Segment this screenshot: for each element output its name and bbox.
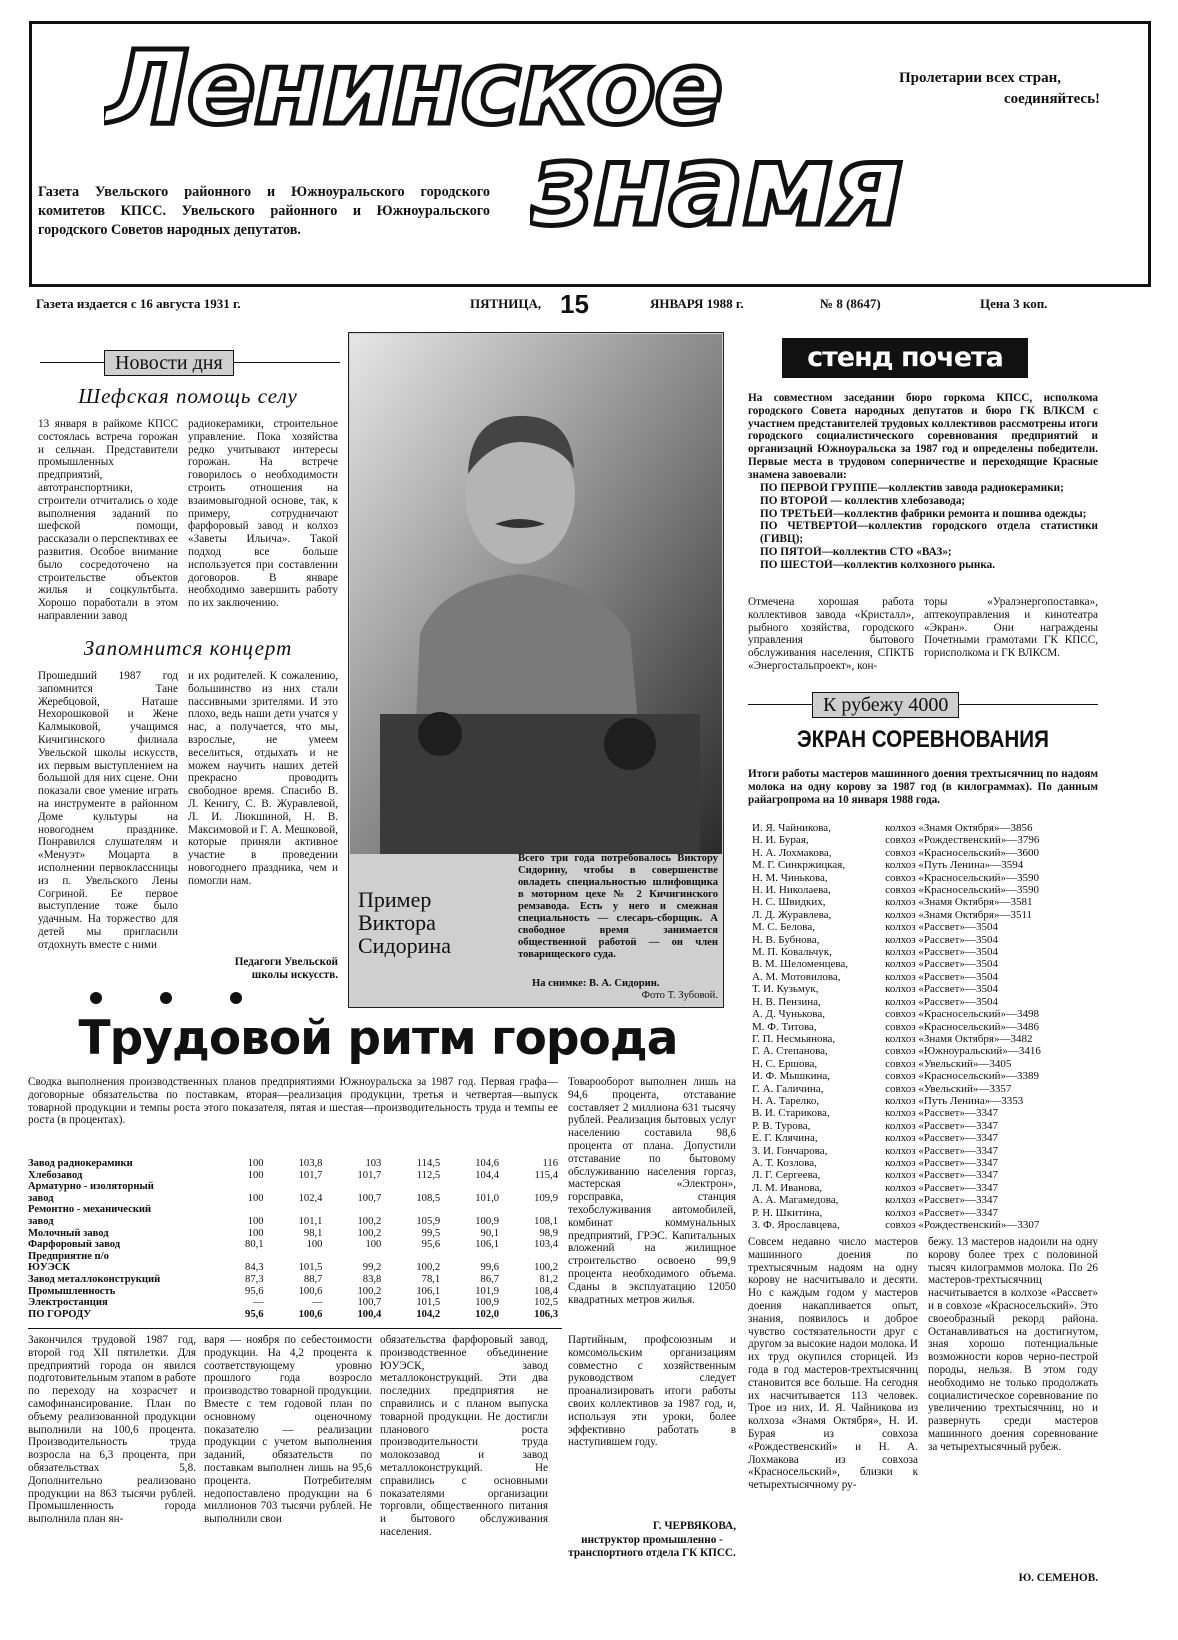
- rhythm-table-name: ЮУЭСК: [28, 1262, 71, 1274]
- rhythm-table-cell: 100,2: [357, 1227, 382, 1239]
- rhythm-table-cell: 81,2: [539, 1273, 558, 1285]
- rhythm-table-cell: 100,7: [357, 1192, 382, 1204]
- rubezh-row-farm: колхоз «Рассвет»—3347: [885, 1156, 998, 1169]
- rhythm-table-cell: 114,5: [416, 1158, 441, 1169]
- rhythm-table-cell: 104,6: [475, 1158, 500, 1169]
- rhythm-table-cell: 84,3: [245, 1262, 264, 1274]
- rhythm-table-row: [28, 1158, 564, 1170]
- rubezh-row-name: Н. И. Николаева,: [752, 884, 831, 897]
- rhythm-intro: Сводка выполнения производственных планов предприятиями Южноуральска за 1987 год. Первая графа—договорные обязательства по поставкам, вторая—реализация продукции, третья и четвертая—выпуск товарной продукции и темпы роста этого показателя, пятая и шестая—производительность труда и темпы ее роста (в процентах).: [28, 1076, 558, 1127]
- rhythm-table-cell: 101,7: [298, 1169, 323, 1181]
- rhythm-side: Товарооборот выполнен лишь на 94,6 процента, отставание составляет 2 миллиона 631 тысячу рублей. Реализация бытовых услуг населению составила 98,6 процента от плана. Допустили отставание по бытовому обслуживанию населения горгаз, мастерская «Электрон», горсправка, станция техобслуживания автомобилей, комбинат коммунальных предприятий, ГРЭС. Капитальных вложений на жилищное строительство освоено 99,9 процента необходимого объема. Сданы в эксплуатацию 12050 квадратных метров жилья.: [568, 1076, 736, 1306]
- rhythm-table-cell: —: [253, 1297, 264, 1309]
- rhythm-table-name: завод: [28, 1215, 54, 1227]
- rubezh-row-farm: колхоз «Рассвет»—3504: [885, 933, 998, 946]
- rubezh-row-farm: совхоз «Красносельский»—3498: [885, 1008, 1039, 1021]
- rubezh-row-name: М. Ф. Титова,: [752, 1020, 817, 1033]
- rhythm-table-cell: 100: [247, 1192, 264, 1204]
- rubezh-row: [752, 1219, 1098, 1231]
- rhythm-table-cell: [505, 1251, 564, 1263]
- rhythm-table-row: [28, 1309, 564, 1321]
- rhythm-table-cell: 115,4: [534, 1169, 558, 1181]
- rhythm-table-cell: 116: [542, 1158, 558, 1169]
- rubezh-row-farm: колхоз «Знамя Октября»—3511: [885, 908, 1033, 921]
- rubezh-row-name: А. М. Мотовилова,: [752, 970, 841, 983]
- rhythm-table-cell: [270, 1181, 329, 1193]
- rhythm-table-cell: [446, 1204, 505, 1216]
- rhythm-table-cell: [446, 1251, 505, 1263]
- rubezh-row-name: Р. Н. Шкитина,: [752, 1206, 823, 1219]
- article1-title: Шефская помощь селу: [78, 384, 298, 408]
- rubezh-row-farm: колхоз «Рассвет»—3504: [885, 970, 998, 983]
- dateline-issue: № 8 (8647): [820, 296, 881, 311]
- rhythm-table-cell: 103,8: [298, 1158, 323, 1169]
- rubezh-row-name: Т. И. Кузьмук,: [752, 983, 819, 996]
- rhythm-table-cell: [387, 1204, 446, 1216]
- rhythm-table-cell: [328, 1204, 387, 1216]
- rubezh-row-farm: совхоз «Увельский»—3405: [885, 1057, 1012, 1070]
- rhythm-table-row: [28, 1181, 564, 1193]
- rubezh-row: [752, 1207, 1098, 1219]
- rhythm-table: [28, 1158, 564, 1320]
- rubezh-row-name: Е. Г. Клячина,: [752, 1132, 818, 1145]
- rhythm-table-row: [28, 1170, 564, 1182]
- rubezh-row-name: А. А. Магамедова,: [752, 1194, 839, 1207]
- rhythm-table-cell: 104,4: [475, 1169, 500, 1181]
- rubezh-row-farm: колхоз «Знамя Октября»—3581: [885, 896, 1033, 909]
- rhythm-table-cell: 103: [365, 1158, 382, 1169]
- rubezh-row-farm: совхоз «Красносельский»—3389: [885, 1070, 1039, 1083]
- dateline-price: Цена 3 коп.: [980, 296, 1048, 311]
- rhythm-title: Трудовой ритм города: [78, 1011, 678, 1066]
- article1-col1: 13 января в райкоме КПСС состоялась встреча горожан и сельчан. Представители промышленных предприятий, автотранспортники, строители отчитались о ходе выполнения заданий по шефской помощи, рассказали о перспективах ее развития. Особое внимание было сосредоточено на строительстве объектов жилья и соцкультбыта. Хорошо поработали в этом направлении завод: [38, 418, 178, 622]
- rhythm-table-cell: 100,9: [475, 1215, 500, 1227]
- rubezh-row-name: А. Д. Чунькова,: [752, 1008, 825, 1021]
- rhythm-table-cell: 101,9: [475, 1285, 500, 1297]
- rhythm-table-row: [28, 1251, 564, 1263]
- rhythm-table-cell: 99,5: [421, 1227, 441, 1239]
- rhythm-table-cell: 108,1: [534, 1215, 558, 1227]
- rhythm-table-rule: [28, 1328, 562, 1329]
- rhythm-table-cell: 106,3: [534, 1308, 558, 1320]
- rubezh-row: [752, 1107, 1098, 1119]
- rubezh-row-farm: колхоз «Рассвет»—3347: [885, 1169, 998, 1182]
- rhythm-table-cell: 100: [365, 1239, 382, 1251]
- dateline-since: Газета издается с 16 августа 1931 г.: [36, 296, 241, 311]
- rubezh-row: [752, 1008, 1098, 1020]
- rhythm-table-cell: 95,6: [245, 1308, 264, 1320]
- rubezh-row: [752, 822, 1098, 834]
- rubezh-row-farm: совхоз «Рождественский»—3307: [885, 1219, 1040, 1231]
- rubezh-row-farm: колхоз «Знамя Октября»—3856: [885, 822, 1033, 834]
- rhythm-table-cell: 99,6: [480, 1262, 500, 1274]
- rhythm-table-cell: [211, 1181, 270, 1193]
- dateline-month-year: ЯНВАРЯ 1988 г.: [650, 296, 744, 311]
- rhythm-table-row: [28, 1297, 564, 1309]
- rubezh-row: [752, 958, 1098, 970]
- rhythm-table-cell: [270, 1251, 329, 1263]
- rubezh-row-name: Н. И. Бурая,: [752, 834, 809, 847]
- rhythm-table-cell: 100,2: [534, 1262, 558, 1274]
- honor-winner-3: ПО ТРЕТЬЕЙ—коллектив фабрики ремонта и пошива одежды;: [760, 507, 1087, 520]
- rubezh-outro-col2: бежу. 13 мастеров надоили на одну корову более трех с половиной тысяч килограммов молока. По 26 мастеров-трехтысячниц насчитывается в колхозе «Рассвет» и в совхозе «Красносельский». Это своеобразный рекорд района. Останавливаться на достигнутом, зная хорошо потенциальные возможности коров черно-пестрой породы, нельзя. В этом году необходимо не только продолжать социалистическое соревнование по увеличению трехтысячниц, но и развернуть среди мастеров машинного доения соревнование за четырехтысячный рубеж.: [928, 1236, 1098, 1453]
- rhythm-table-cell: 78,1: [421, 1273, 441, 1285]
- rhythm-table-cell: 100,6: [298, 1285, 323, 1297]
- rhythm-table-cell: 98,1: [303, 1227, 323, 1239]
- rhythm-table-cell: [387, 1181, 446, 1193]
- article2-col1: Прошедший 1987 год запомнится Тане Жеребцовой, Наташе Нехорошковой и Жене Калмыковой, учащимся Кичигинского филиала Увельской школы искусств, их первым выступлением на большой для них сцене. Они показали свое умение играть на инструменте в районном Доме культуры на новогоднем празднике. Понравился слушателям и «Менуэт» Моцарта в исполнении первоклассницы из п. Увельского Лены Согриной. Ее первое выступление тоже было удачным. На торжество для детей мы пригласили отдохнуть вместе с ними: [38, 670, 178, 951]
- rhythm-table-cell: [387, 1251, 446, 1263]
- rubezh-row: [752, 1021, 1098, 1033]
- rubezh-header: К рубежу 4000: [812, 692, 959, 718]
- rhythm-table-cell: [505, 1181, 564, 1193]
- photo-machine-part: [604, 718, 656, 770]
- photo-caption: Всего три года потребовалось Виктору Сидорину, чтобы в совершенстве овладеть специальностью шлифовщика в моторном цехе № 2 Кичигинского ремзавода. Есть у него и смежная специальность — слесарь-сборщик. А свободное время занимается общественной работой — он член товарищеского суда.: [518, 853, 718, 960]
- rubezh-row-name: М. П. Ковальчук,: [752, 946, 832, 959]
- rubezh-row: [752, 1182, 1098, 1194]
- rhythm-table-cell: 100,2: [416, 1262, 441, 1274]
- rhythm-table-cell: 104,2: [416, 1308, 441, 1320]
- rubezh-row: [752, 921, 1098, 933]
- rubezh-row: [752, 996, 1098, 1008]
- rhythm-table-cell: [446, 1181, 505, 1193]
- rhythm-table-cell: 100: [247, 1227, 264, 1239]
- rhythm-table-cell: 99,2: [362, 1262, 382, 1274]
- rubezh-row-name: Л. М. Иванова,: [752, 1181, 823, 1194]
- rubezh-row-name: В. И. Старикова,: [752, 1107, 830, 1120]
- photo-on-photo: На снимке: В. А. Сидорин.: [532, 978, 660, 989]
- rhythm-col2: варя — ноября по себестоимости продукции. На 4,2 процента к соответствующему уровню прошлого года возросло производство товарной продукции. Вместе с тем годовой план по основному оценочному показателю — реализации продукции с учетом выполнения заданий, обязательств по поставкам выполнен лишь на 95,6 процента. Потребителям недопоставлено продукции на 6 миллионов 703 тысячи рублей. Не выполнили свои: [204, 1334, 372, 1526]
- rhythm-table-name: Электростанция: [28, 1297, 108, 1309]
- rhythm-table-cell: 95,6: [421, 1239, 441, 1251]
- dateline-weekday: ПЯТНИЦА,: [470, 296, 542, 311]
- rubezh-row-farm: колхоз «Рассвет»—3347: [885, 1181, 998, 1194]
- honor-header: стенд почета: [807, 342, 1003, 373]
- separator-bullets: [90, 992, 280, 1006]
- rhythm-table-cell: [270, 1204, 329, 1216]
- rubezh-row-name: М. Г. Синкржицкая,: [752, 859, 846, 872]
- rhythm-table-cell: 102,5: [534, 1297, 558, 1309]
- honor-winner-6: ПО ШЕСТОЙ—коллектив колхозного рынка.: [760, 558, 996, 571]
- rhythm-table-cell: 100,4: [357, 1308, 382, 1320]
- rubezh-row: [752, 834, 1098, 846]
- news-header: Новости дня: [104, 350, 234, 376]
- rubezh-author: Ю. СЕМЕНОВ.: [1018, 1572, 1098, 1584]
- rhythm-table-cell: [328, 1251, 387, 1263]
- rubezh-row: [752, 1033, 1098, 1045]
- honor-winner-1: ПО ПЕРВОЙ ГРУППЕ—коллектив завода радиокерамики;: [760, 482, 1064, 494]
- rubezh-row: [752, 847, 1098, 859]
- rhythm-table-cell: 100,2: [357, 1215, 382, 1227]
- rhythm-col3: обязательства фарфоровый завод, производственное объединение ЮУЭСК, завод металлоконструкций. Эти два последних предприятия не справились и с планом выпуска товарной продукции. Не достигли планового роста производительности труда молокозавод и завод металлоконструкций. Не справились с основными показателями организации торговли, общественного питания и бытового обслуживания населения.: [380, 1334, 548, 1538]
- rubezh-row-farm: совхоз «Красносельский»—3486: [885, 1020, 1039, 1033]
- rhythm-table-cell: 86,7: [480, 1273, 500, 1285]
- bullet: [90, 992, 102, 1004]
- rubezh-outro-col1: Совсем недавно число мастеров машинного доения по трехтысячным надоям на одну корову не насчитывало и десяти. Но с каждым годом у мастеров доения накапливается опыт, знания, появилось и доброе чувство состязательности друг с другом за высокие надои молока. И их труд окупился сторицей. Из года в год мастеров-трехтысячниц становится все больше. На сегодня их насчитывается 113 человек. Трое из них, И. Я. Чайникова из колхоза «Знамя Октября», Н. И. Бурая из совхоза «Рождественский» и Н. А. Лохмакова из совхоза «Красносельский», близки к четырехтысячному ру-: [748, 1236, 918, 1492]
- rhythm-table-cell: 112,5: [416, 1169, 441, 1181]
- photo-title-line2: Виктора: [358, 910, 436, 935]
- rubezh-row-name: Н. А. Лохмакова,: [752, 846, 832, 859]
- rhythm-table-cell: 100: [247, 1215, 264, 1227]
- rhythm-table-cell: 87,3: [245, 1273, 264, 1285]
- rubezh-row-name: Г. А. Галичина,: [752, 1082, 824, 1095]
- rhythm-table-cell: 100: [247, 1169, 264, 1181]
- masthead-publisher: Газета Увельского районного и Южноуральского городского комитетов КПСС. Увельского районного и Южноуральского городского Советов народных депутатов.: [38, 184, 490, 238]
- rubezh-row-name: Л. Д. Журавлева,: [752, 908, 832, 921]
- rubezh-row-farm: колхоз «Рассвет»—3504: [885, 946, 998, 959]
- rhythm-table-cell: 80,1: [245, 1239, 264, 1251]
- bullet: [160, 992, 172, 1004]
- rhythm-table-row: [28, 1239, 564, 1251]
- rubezh-row-farm: совхоз «Южноуральский»—3416: [885, 1045, 1041, 1058]
- rhythm-table-cell: 83,8: [362, 1273, 382, 1285]
- rubezh-row-name: И. Ф. Мышкина,: [752, 1070, 831, 1083]
- photo-title-line1: Пример: [358, 887, 432, 912]
- rubezh-row-farm: колхоз «Путь Ленина»—3594: [885, 859, 1024, 872]
- rubezh-row: [752, 1157, 1098, 1169]
- rhythm-table-cell: 101,7: [357, 1169, 382, 1181]
- rubezh-row-farm: колхоз «Рассвет»—3504: [885, 958, 998, 971]
- rubezh-row: [752, 872, 1098, 884]
- rubezh-row-name: М. С. Белова,: [752, 921, 815, 934]
- rhythm-table-cell: [211, 1251, 270, 1263]
- rubezh-row: [752, 1058, 1098, 1070]
- rhythm-table-name: Арматурно - изоляторный: [28, 1181, 154, 1193]
- masthead-title-line1: Ленинское: [104, 38, 722, 146]
- rhythm-table-name: Завод металлоконструкций: [28, 1273, 161, 1285]
- rubezh-row-farm: совхоз «Рождественский»—3796: [885, 834, 1040, 847]
- article1-col2: радиокерамики, строительное управление. Пока хозяйства редко учитывают интересы горожан. На встрече говорилось о необходимости строить отношения на взаимовыгодной основе, так, к примеру, сотрудничают фарфоровый завод и колхоз «Заветы Ильича». Такой подход все больше используется при составлении договоров. В январе необходимо завершить работу по их заключению.: [188, 418, 338, 610]
- rhythm-table-cell: [505, 1204, 564, 1216]
- rhythm-table-cell: —: [311, 1297, 323, 1309]
- rubezh-row: [752, 896, 1098, 908]
- rubezh-row-name: Г. А. Степанова,: [752, 1045, 828, 1058]
- rhythm-table-cell: 109,9: [534, 1192, 558, 1204]
- rhythm-table-cell: 100,7: [357, 1297, 382, 1309]
- article2-title: Запомнится концерт: [83, 636, 293, 660]
- rubezh-row: [752, 909, 1098, 921]
- rubezh-row-farm: колхоз «Рассвет»—3347: [885, 1206, 998, 1219]
- rubezh-row-farm: колхоз «Рассвет»—3504: [885, 995, 998, 1008]
- rhythm-table-cell: 100: [306, 1239, 323, 1251]
- rhythm-table-row: [28, 1262, 564, 1274]
- honor-winners: [760, 482, 1098, 572]
- rubezh-list: [752, 822, 1098, 1231]
- rhythm-table-cell: 100,2: [357, 1285, 382, 1297]
- honor-outro-col1: Отмечена хорошая работа коллективов завода «Кристалл», рыбного хозяйства, городского управления бытового обслуживания населения, СПКТБ «Энергостальпроект», кон-: [748, 596, 914, 672]
- rubezh-row-farm: колхоз «Путь Ленина»—3353: [885, 1094, 1024, 1107]
- rubezh-row: [752, 1070, 1098, 1082]
- masthead-title-line2: знамя: [530, 130, 902, 242]
- rubezh-row-farm: совхоз «Увельский»—3357: [885, 1082, 1012, 1095]
- rhythm-table-cell: 95,6: [245, 1285, 264, 1297]
- rubezh-row-name: Р. В. Турова,: [752, 1119, 811, 1132]
- rubezh-row: [752, 1145, 1098, 1157]
- rubezh-row-farm: колхоз «Рассвет»—3504: [885, 983, 998, 996]
- dateline-day: 15: [560, 289, 589, 319]
- rubezh-row-name: Н. В. Бубнова,: [752, 933, 820, 946]
- rubezh-row-name: Л. Г. Сергеева,: [752, 1169, 821, 1182]
- rubezh-row: [752, 1120, 1098, 1132]
- rhythm-table-row: [28, 1204, 564, 1216]
- rhythm-table-name: ПО ГОРОДУ: [28, 1308, 92, 1320]
- photo-portrait: [350, 334, 722, 854]
- article2-col2: и их родителей. К сожалению, большинство из них стали пассивными зрителями. И это плохо, ведь наши дети учатся у нас, а получается, что мы, взрослые, не умеем веселиться, отдыхать и не можем научить наших детей прекрасно проводить свободное время. Спасибо В. Л. Кенигу, С. В. Журавлевой, Л. И. Люкшиной, Н. В. Максимовой и Г. А. Мешковой, которые приняли активное участие в проведении новогоднего праздника, чем и помогли нам.: [188, 670, 338, 887]
- rhythm-table-cell: 108,4: [534, 1285, 558, 1297]
- rubezh-row: [752, 1169, 1098, 1181]
- rubezh-row: [752, 934, 1098, 946]
- rhythm-table-cell: [328, 1181, 387, 1193]
- rhythm-table-cell: 103,4: [534, 1239, 558, 1251]
- masthead-slogan-line1: Пролетарии всех стран,: [899, 70, 1061, 86]
- rhythm-table-row: [28, 1193, 564, 1205]
- photo-title: [358, 888, 508, 957]
- rhythm-table-cell: 88,7: [303, 1273, 323, 1285]
- rhythm-table-row: [28, 1216, 564, 1228]
- rubezh-row-farm: колхоз «Рассвет»—3504: [885, 921, 998, 934]
- honor-winner-4: ПО ЧЕТВЕРТОЙ—коллектив городского отдела статистики (ГИВЦ);: [760, 520, 1098, 546]
- honor-winner-2: ПО ВТОРОЙ — коллектив хлебозавода;: [760, 494, 966, 507]
- rubezh-row-farm: колхоз «Рассвет»—3347: [885, 1144, 998, 1157]
- honor-outro-col2: торы «Уралэнергопоставка», аптекоуправления и кинотеатра «Экран». Они награждены Почетными грамотами ГК КПСС, горисполкома и ГК ВЛКСМ.: [924, 596, 1098, 660]
- rubezh-row-name: В. М. Шеломенцева,: [752, 958, 849, 971]
- rubezh-row: [752, 1132, 1098, 1144]
- rhythm-table-name: Промышленность: [28, 1285, 116, 1297]
- rhythm-signature: Г. ЧЕРВЯКОВА,: [652, 1520, 736, 1532]
- rubezh-row-name: Н. С. Швидких,: [752, 896, 826, 909]
- article2-signature: Педагоги Увельской школы искусств.: [234, 956, 338, 981]
- rhythm-table-name: Молочный завод: [28, 1227, 109, 1239]
- rubezh-row: [752, 971, 1098, 983]
- honor-winner-5: ПО ПЯТОЙ—коллектив СТО «ВАЗ»;: [760, 545, 952, 558]
- rubezh-row-name: Н. В. Пензина,: [752, 995, 821, 1008]
- rubezh-row-farm: колхоз «Знамя Октября»—3482: [885, 1032, 1033, 1045]
- rubezh-title: ЭКРАН СОРЕВНОВАНИЯ: [796, 726, 1049, 753]
- rhythm-table-name: Фарфоровый завод: [28, 1239, 121, 1251]
- rhythm-table-cell: 100,6: [298, 1308, 323, 1320]
- masthead-slogan-line2: соединяйтесь!: [1003, 91, 1100, 107]
- rhythm-table-name: Завод радиокерамики: [28, 1158, 133, 1169]
- rubezh-row-name: З. И. Гончарова,: [752, 1144, 828, 1157]
- rubezh-row: [752, 859, 1098, 871]
- rubezh-intro: Итоги работы мастеров машинного доения трехтысячниц по надоям молока на одну корову за 1987 год (в килограммах). По данным райагропрома на 10 января 1988 года.: [748, 768, 1098, 806]
- bullet: [230, 992, 242, 1004]
- rubezh-row: [752, 1194, 1098, 1206]
- rhythm-table-cell: 100: [247, 1158, 264, 1169]
- honor-intro: На совместном заседании бюро горкома КПСС, исполкома городского Совета народных депутатов и бюро ГК ВЛКСМ с участием представителей трудовых коллективов рассмотрены итоги городского социалистического соревнования предприятий и организаций Южноуральска за 1987 год и определены победители. Первые места в трудовом соперничестве и переходящие Красные знамена завоевали:: [748, 392, 1098, 481]
- rhythm-table-cell: [211, 1204, 270, 1216]
- rhythm-table-cell: 106,1: [475, 1239, 500, 1251]
- rubezh-row-farm: колхоз «Рассвет»—3347: [885, 1194, 998, 1207]
- rhythm-table-row: [28, 1274, 564, 1286]
- rubezh-row-name: Н. М. Чинькова,: [752, 871, 828, 884]
- rubezh-row-name: З. Ф. Ярославцева,: [752, 1219, 840, 1231]
- rhythm-table-cell: 90,1: [480, 1227, 500, 1239]
- rubezh-row-name: Г. П. Несмьянова,: [752, 1032, 836, 1045]
- rubezh-row-farm: колхоз «Рассвет»—3347: [885, 1107, 998, 1120]
- rhythm-table-cell: 100,9: [475, 1297, 500, 1309]
- rhythm-table-cell: 106,1: [416, 1285, 441, 1297]
- rhythm-col1: Закончился трудовой 1987 год, второй год XII пятилетки. Для предприятий города он явился подготовительным этапом в работе по переходу на хозрасчет и самофинансирование. План по объему реализованной продукции выполнили на 100,6 процента. Производительность труда возросла на 6,3 процента, при обязательствах 5,8. Дополнительно реализовано продукции на 863 тысячи рублей. Промышленность города выполнила план ян-: [28, 1334, 196, 1526]
- rubezh-row-farm: совхоз «Красносельский»—3600: [885, 846, 1039, 859]
- rubezh-row: [752, 946, 1098, 958]
- rhythm-table-cell: 108,5: [416, 1192, 441, 1204]
- photo-machine-part: [418, 712, 462, 756]
- rubezh-row-name: А. Т. Козлова,: [752, 1156, 817, 1169]
- rhythm-table-name: завод: [28, 1192, 54, 1204]
- rhythm-signature-role: инструктор промышленно - транспортного отдела ГК КПСС.: [568, 1534, 736, 1559]
- photo-credit: Фото Т. Зубовой.: [641, 990, 718, 1001]
- rubezh-row-farm: совхоз «Красносельский»—3590: [885, 871, 1039, 884]
- rhythm-table-cell: 98,9: [539, 1227, 558, 1239]
- photo-title-line3: Сидорина: [358, 933, 451, 958]
- rubezh-row-farm: совхоз «Красносельский»—3590: [885, 884, 1039, 897]
- rubezh-row-name: И. Я. Чайникова,: [752, 822, 831, 834]
- rhythm-table-name: Хлебозавод: [28, 1169, 83, 1181]
- rhythm-table-row: [28, 1228, 564, 1240]
- rhythm-table-row: [28, 1286, 564, 1298]
- rubezh-row: [752, 983, 1098, 995]
- rubezh-row: [752, 884, 1098, 896]
- rhythm-table-cell: 101,1: [298, 1215, 323, 1227]
- rubezh-row: [752, 1095, 1098, 1107]
- rhythm-table-name: Предприятие п/о: [28, 1250, 109, 1262]
- rubezh-row-farm: колхоз «Рассвет»—3347: [885, 1132, 998, 1145]
- rhythm-col4: Партийным, профсоюзным и комсомольским организациям совместно с хозяйственным руководством следует проанализировать итоги работы своих коллективов за 1987 год, и, используя эти уроки, более эффективно работать в наступившем году.: [568, 1334, 736, 1449]
- rhythm-table-cell: 101,0: [475, 1192, 500, 1204]
- rubezh-row-name: Н. С. Ершова,: [752, 1057, 818, 1070]
- rhythm-table-cell: 102,4: [298, 1192, 323, 1204]
- rhythm-table-cell: 101,5: [416, 1297, 441, 1309]
- rubezh-row: [752, 1045, 1098, 1057]
- rhythm-table-cell: 101,5: [298, 1262, 323, 1274]
- rhythm-table-cell: 105,9: [416, 1215, 441, 1227]
- rubezh-row-name: Н. А. Тарелко,: [752, 1094, 820, 1107]
- rhythm-table-name: Ремонтно - механический: [28, 1204, 152, 1216]
- rubezh-row: [752, 1083, 1098, 1095]
- rhythm-table-cell: 102,0: [475, 1308, 500, 1320]
- rubezh-row-farm: колхоз «Рассвет»—3347: [885, 1119, 998, 1132]
